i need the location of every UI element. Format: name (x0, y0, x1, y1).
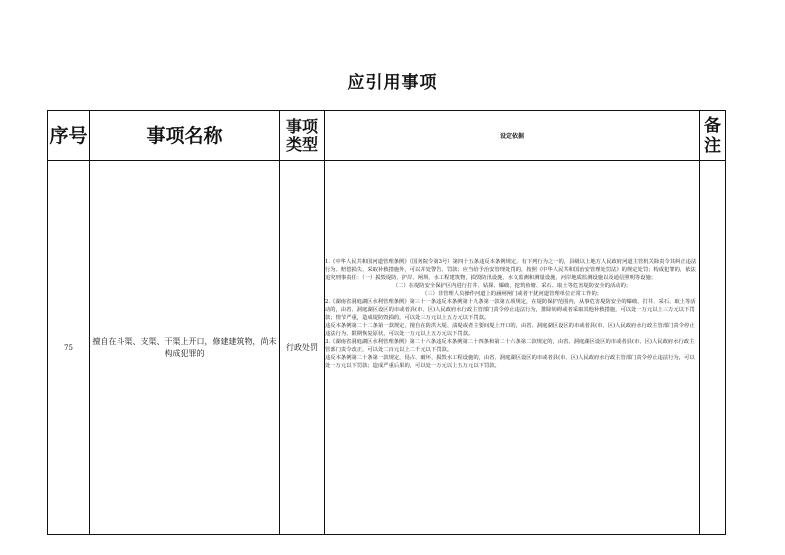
row-seq: 75 (48, 161, 90, 535)
header-type: 事项类型 (280, 111, 325, 161)
basis-paragraph-1: 1.《中华人民共和国河道管理条例》（国务院令第3号）第四十五条违反本条例规定，有下列行为之一的，县级以上地方人民政府河道主管机关除责令其纠正违法行为、赔偿损失、采取补救措施外，可以并处警告、罚款；应当给予治安管理处罚的，按照《中华人民共和国治安管理处罚法》的规定处罚；构成犯罪的，依法追究刑事责任：（一）损毁堤防、护岸、闸坝、水工程建筑物，损毁防汛设施、水文监测和测量设施、河岸地质监测设施以及通信照明等设施； (325, 259, 697, 281)
basis-paragraph-2: （二）在堤防安全保护区内进行打井、钻探、爆破、挖筑鱼塘、采石、取土等危害堤防安全的活动的； (392, 283, 632, 289)
table-header-row (48, 111, 726, 161)
header-note: 备注 (700, 111, 726, 161)
row-basis (325, 161, 700, 535)
basis-paragraph-3: （三）非管理人员操作河道上的涵闸闸门或者干扰河道管理单位正常工作的； (421, 291, 603, 297)
items-table (47, 110, 726, 535)
row-note (700, 161, 726, 535)
basis-paragraph-7: 违反本条例第二十条第一款规定，侵占、破坏、损毁水工程设施的，由省、洞庭湖区设区的市或者县(市、区)人民政府水行政主管部门责令停止违法行为，可以处一万元以下罚款；造成严重后果的，可以处一万元以上五万元以下罚款。 (325, 355, 695, 369)
basis-paragraph-4: 2.《湖南省洞庭湖区水利管理条例》第三十一条违反本条例第十九条第一款第五项规定，在堤防保护范围内，从事危害堤防安全的爆破、打井、采石、取土等活动的，由省、洞庭湖区设区的市或者县(市、区)人民政府水行政主管部门责令停止违法行为，排除妨碍或者采取其他补救措施，可以处一万元以上三万元以下罚款；情节严重，造成堤防毁损的，可以处三万元以上五万元以下罚款。 (325, 299, 696, 321)
header-name: 事项名称 (90, 111, 280, 161)
table-row (48, 161, 726, 535)
header-seq: 序号 (48, 111, 90, 161)
basis-paragraph-5: 违反本条例第二十二条第一款规定，擅自在防洪大堤、渍堤或者主要间堤上开口的，由省、洞庭湖区设区的市或者县(市、区)人民政府水行政主管部门责令停止违法行为，限期恢复原状，可以处一万元以上五万元以下罚款。 (325, 323, 695, 337)
row-name: 擅自在斗渠、支渠、干渠上开口，修建建筑物，尚未构成犯罪的 (90, 161, 280, 535)
header-basis: 设定依据 (325, 111, 700, 161)
page-title: 应引用事项 (347, 73, 438, 93)
basis-paragraph-6: 3.《湖南省洞庭湖区水利管理条例》第二十六条违反本条例第二十四条和第二十六条第二款规定的，由省、洞庭湖区设区的市或者县(市、区)人民政府水行政主管部门责令改正，可以处二百元以上二千元以下罚款。 (325, 339, 695, 353)
row-type: 行政处罚 (280, 161, 325, 535)
